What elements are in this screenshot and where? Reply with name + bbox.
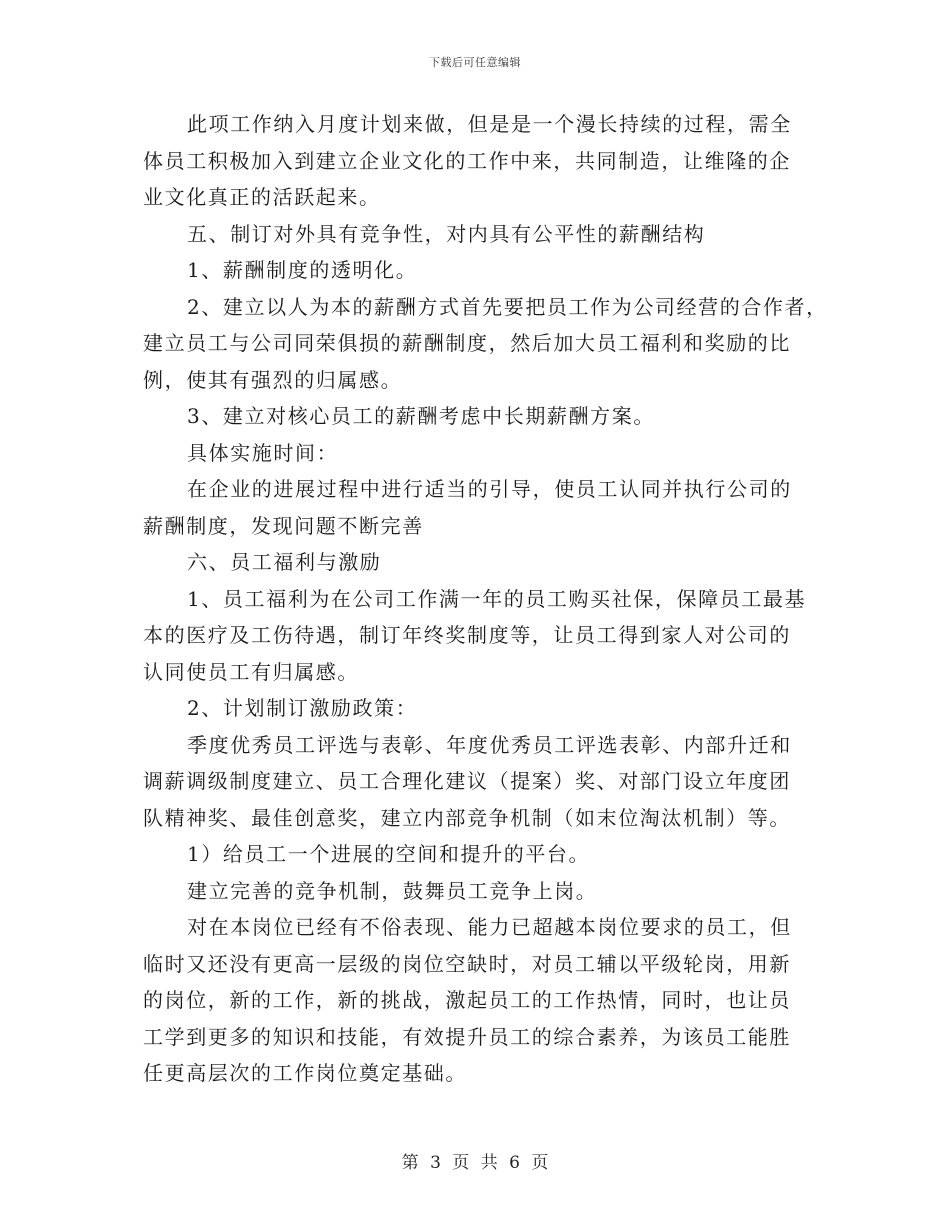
body-line: 建立员工与公司同荣俱损的薪酬制度，然后加大员工福利和奖励的比 [143, 331, 791, 355]
body-line: 1）给员工一个进展的空间和提升的平台。 [187, 842, 591, 866]
body-line: 2、建立以人为本的薪酬方式首先要把员工作为公司经营的合作者， [187, 294, 828, 319]
body-line: 本的医疗及工伤待遇，制订年终奖制度等，让员工得到家人对公司的 [143, 623, 791, 647]
body-line: 薪酬制度，发现问题不断完善 [143, 513, 424, 538]
body-line: 任更高层次的工作岗位奠定基础。 [143, 1061, 467, 1085]
body-line: 对在本岗位已经有不俗表现、能力已超越本岗位要求的员工，但 [187, 915, 792, 939]
body-line: 具体实施时间： [187, 440, 339, 465]
section-heading: 六、员工福利与激励 [187, 550, 382, 574]
body-line: 3、建立对核心员工的薪酬考虑中长期薪酬方案。 [187, 404, 655, 428]
body-line: 工学到更多的知识和技能，有效提升员工的综合素养，为该员工能胜 [143, 1024, 791, 1049]
page-header: 下载后可任意编辑 [429, 56, 521, 69]
body-line: 季度优秀员工评选与表彰、年度优秀员工评选表彰、内部升迁和 [187, 732, 792, 757]
body-line: 队精神奖、最佳创意奖，建立内部竞争机制（如末位淘汰机制）等。 [143, 805, 791, 830]
body-line: 的岗位，新的工作，新的挑战，激起员工的工作热情，同时，也让员 [143, 988, 791, 1012]
body-line: 在企业的进展过程中进行适当的引导，使员工认同并执行公司的 [187, 477, 792, 501]
section-heading: 五、制订对外具有竞争性，对内具有公平性的薪酬结构 [187, 221, 706, 246]
body-line: 1、薪酬制度的透明化。 [187, 258, 418, 282]
document-body [143, 106, 828, 1092]
body-line: 例，使其有强烈的归属感。 [143, 367, 403, 392]
body-line: 临时又还没有更高一层级的岗位空缺时，对员工辅以平级轮岗，用新 [143, 951, 791, 976]
body-line: 调薪调级制度建立、员工合理化建议（提案）奖、对部门设立年度团 [143, 769, 791, 793]
body-line: 2、计划制订激励政策： [187, 696, 418, 720]
body-line: 建立完善的竞争机制，鼓舞员工竞争上岗。 [187, 878, 598, 903]
body-line: 1、员工福利为在公司工作满一年的员工购买社保，保障员工最基 [187, 586, 807, 611]
body-line: 体员工积极加入到建立企业文化的工作中来，共同制造，让维隆的企 [143, 148, 791, 173]
page-number: 第 3 页 共 6 页 [401, 1153, 549, 1173]
body-line: 业文化真正的活跃起来。 [143, 185, 381, 209]
body-line: 此项工作纳入月度计划来做，但是是一个漫长持续的过程，需全 [187, 112, 792, 136]
body-line: 认同使员工有归属感。 [143, 659, 359, 684]
